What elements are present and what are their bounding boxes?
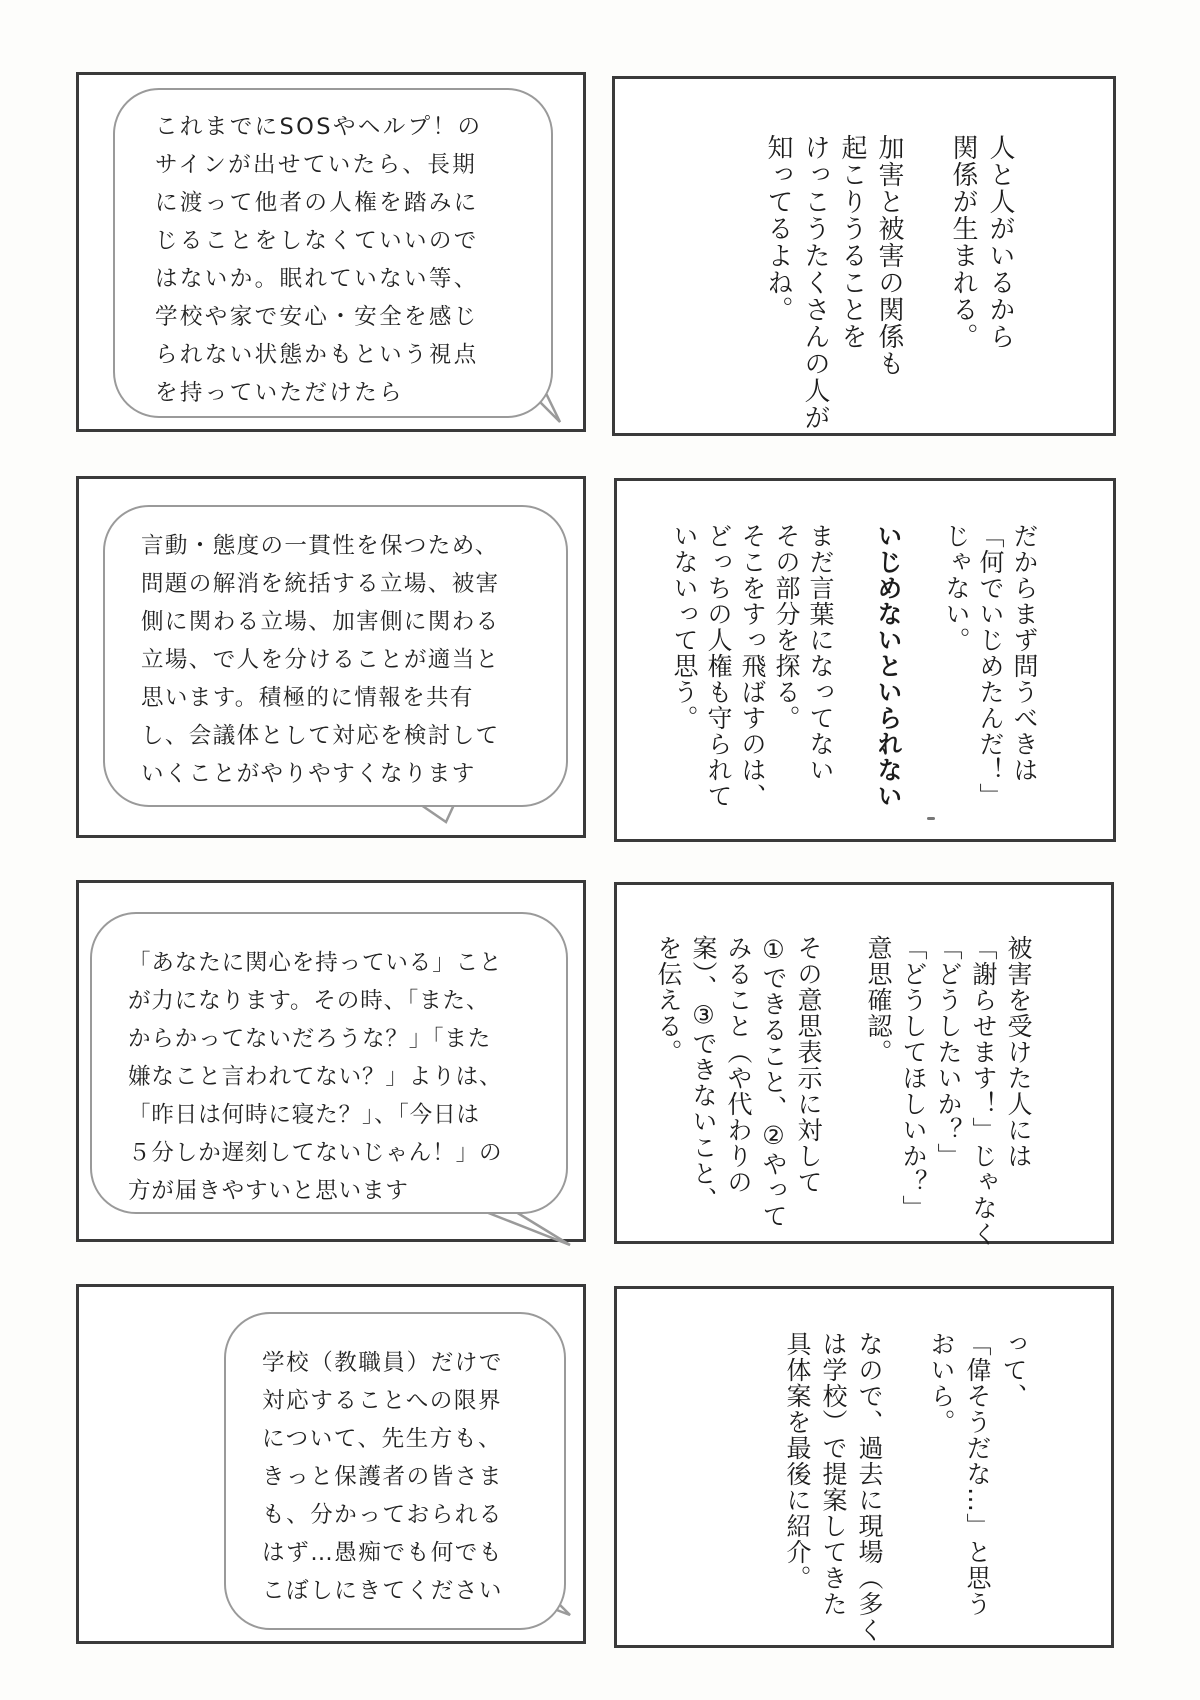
speech-bubble-4 [224, 1312, 566, 1630]
vertical-line: 「どうしたいか？」 [934, 935, 963, 1169]
vertical-line: 関係が生まれる。 [948, 134, 978, 350]
vertical-line-blank [887, 1331, 923, 1643]
vertical-line: じゃない。 [942, 523, 971, 653]
bubble-line: に渡って他者の人権を踏みに [155, 190, 479, 216]
vertical-line: だからまず問うべきは [1010, 523, 1039, 783]
bubble-line: ５分しか遅刻してないじゃん！」の [128, 1140, 503, 1166]
bubble-line: はないか。眠れていない等、 [155, 266, 479, 292]
vertical-line: 具体案を最後に紹介。 [783, 1331, 812, 1591]
vertical-text-4 [779, 1331, 1031, 1643]
bubble-line: はず…愚痴でも何でも [262, 1540, 504, 1566]
vertical-text-1 [759, 134, 1018, 431]
vertical-line-blank [837, 523, 871, 809]
speech-bubble-3 [90, 912, 568, 1214]
bubble-line: 問題の解消を統括する立場、被害 [141, 571, 500, 597]
bubble-line: について、先生方も、 [262, 1426, 503, 1452]
vertical-line-blank [905, 523, 939, 809]
vertical-line: 「謝らせます！」じゃなく [969, 935, 998, 1247]
vertical-line: その部分を探る。 [772, 523, 801, 731]
vertical-line: 「偉そうだな…」と思う [963, 1331, 992, 1617]
vertical-line: 人と人がいるから [985, 134, 1015, 350]
bubble-text-2 [141, 527, 500, 793]
speech-bubble-2 [103, 505, 568, 807]
right-panel-1 [612, 76, 1116, 436]
vertical-line: おいら。 [927, 1331, 956, 1435]
bubble-line: サインが出せていたら、長期 [155, 152, 478, 178]
vertical-line: まだ言葉になってない [806, 523, 835, 783]
vertical-line: みること（や代わりの [724, 935, 753, 1195]
vertical-line: を伝える。 [654, 935, 683, 1065]
bubble-line: 言動・態度の一貫性を保つため、 [141, 533, 499, 559]
bubble-line: が力になります。その時、「また、 [128, 988, 490, 1014]
bubble-line: 「昨日は何時に寝た？」、「今日は [128, 1102, 480, 1128]
vertical-line: 意思確認。 [864, 935, 893, 1065]
vertical-line: 起こりうることを [837, 134, 867, 350]
right-panel-3 [614, 882, 1114, 1247]
vertical-line: そこをすっ飛ばすのは、 [738, 523, 767, 809]
vertical-line: 「何でいじめたんだ！」 [976, 523, 1005, 809]
right-panel-4 [614, 1286, 1114, 1648]
bubble-line: こぼしにきてください [262, 1578, 504, 1604]
bubble-line: を持っていただけたら [155, 380, 405, 406]
vertical-line: いないって思う。 [670, 523, 699, 731]
bubble-line: られない状態かもという視点 [155, 342, 479, 368]
bubble-line: じることをしなくていいので [155, 228, 479, 254]
smudge-mark [927, 817, 935, 820]
vertical-text-3 [651, 935, 1036, 1247]
vertical-line: は学校）で提案してきた [819, 1331, 848, 1617]
bubble-line: からかってないだろうな？」「また [128, 1026, 492, 1052]
bubble-line: これまでにSOSやヘルプ！の [155, 114, 483, 140]
vertical-line: 知ってるよね。 [763, 134, 793, 323]
vertical-line: なので、過去に現場（多く [855, 1331, 884, 1643]
speech-bubble-1 [113, 88, 553, 418]
bubble-line: 学校や家で安心・安全を感じ [155, 304, 479, 330]
bubble-line: 対応することへの限界 [262, 1388, 503, 1414]
bubble-text-3 [128, 944, 502, 1210]
bubble-text-4 [262, 1344, 503, 1610]
vertical-line-emphasis: いじめないといられない [874, 523, 903, 809]
right-panel-2 [614, 478, 1116, 842]
vertical-line: 「どうしてほしいか？」 [899, 935, 928, 1221]
vertical-text-2 [667, 523, 1041, 809]
bubble-line: 学校（教職員）だけで [262, 1350, 504, 1376]
vertical-line-blank [826, 935, 861, 1247]
bubble-line: し、会議体として対応を検討して [141, 723, 500, 749]
bubble-line: 嫌なこと言われてない？」よりは、 [128, 1064, 503, 1090]
bubble-line: きっと保護者の皆さま [262, 1464, 504, 1490]
vertical-line: 被害を受けた人には [1004, 935, 1033, 1169]
vertical-line: 加害と被害の関係も [874, 134, 904, 377]
vertical-line: 案）、③できないこと、 [689, 935, 718, 1213]
bubble-line: も、分かっておられる [262, 1502, 504, 1528]
vertical-line-blank [907, 134, 944, 431]
vertical-line: けっこうたくさんの人が [800, 134, 830, 431]
bubble-line: 立場、で人を分けることが適当と [141, 647, 500, 673]
vertical-line: どっちの人権も守られて [704, 523, 733, 809]
bubble-line: 方が届きやすいと思います [128, 1178, 409, 1204]
bubble-line: 思います。積極的に情報を共有 [141, 685, 474, 711]
vertical-line: その意思表示に対して [794, 935, 823, 1195]
vertical-line: ①できること、②やって [759, 935, 788, 1229]
bubble-line: 側に関わる立場、加害側に関わる [141, 609, 500, 635]
bubble-line: 「あなたに関心を持っている」こと [128, 950, 503, 976]
vertical-line: って、 [999, 1331, 1028, 1409]
bubble-line: いくことがやりやすくなります [141, 761, 476, 787]
bubble-text-1 [155, 108, 482, 412]
